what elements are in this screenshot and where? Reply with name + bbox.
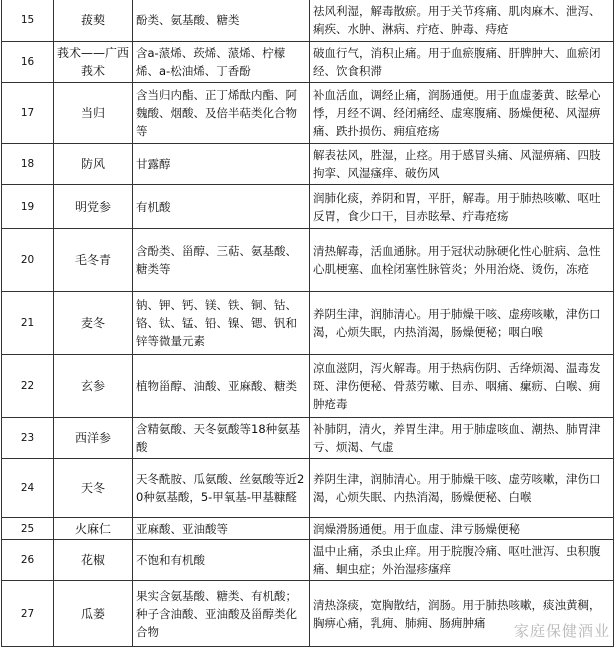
herb-uses: 祛风利湿，解毒散瘀。用于关节疼痛、肌肉麻木、泄泻、痢疾、水肿、淋病、疔疮、肿毒、痔疮: [310, 0, 614, 42]
herb-name: 天冬: [54, 459, 133, 518]
table-row: [2, 144, 614, 185]
herb-components: 酚类、氨基酸、糖类: [133, 0, 310, 42]
table-row: [2, 459, 614, 518]
herb-name: 毛冬青: [54, 229, 133, 292]
herb-components: 果实含氨基酸、糖类、有机酸；种子含油酸、亚油酸及甾醇类化合物: [133, 581, 310, 647]
row-number: 15: [2, 0, 54, 42]
row-number: 17: [2, 83, 54, 144]
herb-components: 甘露醇: [133, 144, 310, 185]
herb-name: 玄参: [54, 355, 133, 418]
watermark: 家庭保健酒业: [513, 622, 610, 640]
table-row: [2, 83, 614, 144]
herb-uses: 清热涤痰，宽胸散结，润肠。用于肺热咳嗽，痰浊黄稠，胸痹心痛，乳痈、肺痈、肠痈肿痛: [310, 581, 614, 647]
herb-name: 西洋参: [54, 418, 133, 459]
herb-table: [1, 0, 614, 647]
herb-uses: 润燥滑肠通便。用于血虚、津亏肠燥便秘: [310, 518, 614, 540]
herb-components: 含酚类、甾醇、三萜、氨基酸、糖类等: [133, 229, 310, 292]
herb-uses: 养阴生津，润肺清心。用于肺燥干咳、虚劳咳嗽，津伤口渴，心烦失眠、内热消渴，肠燥便秘、白喉: [310, 459, 614, 518]
herb-name: 明党参: [54, 185, 133, 229]
table-row: [2, 581, 614, 647]
herb-name: 菝葜: [54, 0, 133, 42]
herb-components: 含当归内酯、正丁烯酞内酯、阿魏酸、烟酸、及倍半萜类化合物等: [133, 83, 310, 144]
herb-components: 含精氨酸、天冬氨酸等18种氨基酸: [133, 418, 310, 459]
herb-uses: 凉血滋阴，泻火解毒。用于热病伤阴、舌绛烦渴、温毒发斑、津伤便秘、骨蒸劳嗽、目赤、咽痛、瘰疬、白喉、痈肿疮毒: [310, 355, 614, 418]
row-number: 24: [2, 459, 54, 518]
herb-components: 有机酸: [133, 185, 310, 229]
herb-components: 含a-蒎烯、莰烯、蒎烯、柠檬烯、a-松油烯、丁香酚: [133, 42, 310, 83]
herb-name: 花椒: [54, 540, 133, 581]
table-row: [2, 540, 614, 581]
herb-name: 瓜蒌: [54, 581, 133, 647]
row-number: 25: [2, 518, 54, 540]
table-row: [2, 185, 614, 229]
row-number: 27: [2, 581, 54, 647]
table-row: [2, 229, 614, 292]
row-number: 21: [2, 292, 54, 355]
row-number: 22: [2, 355, 54, 418]
table-row: [2, 518, 614, 540]
herb-uses: 解表祛风，胜湿，止痉。用于感冒头痛、风湿痹痛、四肢拘挛、风湿瘙痒、破伤风: [310, 144, 614, 185]
table-row: [2, 355, 614, 418]
row-number: 23: [2, 418, 54, 459]
herb-components: 亚麻酸、亚油酸等: [133, 518, 310, 540]
herb-name: 防风: [54, 144, 133, 185]
herb-name: 莪术——广西莪术: [54, 42, 133, 83]
herb-uses: 养阴生津，润肺清心。用于肺燥干咳、虚痨咳嗽，津伤口渴，心烦失眠，内热消渴，肠燥便秘；咽白喉: [310, 292, 614, 355]
herb-uses: 补肺阴，清火，养胃生津。用于肺虚咳血、潮热、肺胃津亏、烦渴、气虚: [310, 418, 614, 459]
row-number: 18: [2, 144, 54, 185]
herb-components: 天冬酰胺、瓜氨酸、丝氨酸等近20种氨基酸，5-甲氧基-甲基糠醛: [133, 459, 310, 518]
row-number: 26: [2, 540, 54, 581]
herb-uses: 润肺化痰，养阴和胃，平肝，解毒。用于肺热咳嗽、呕吐反胃，食少口干，目赤眩晕、疔毒疮疡: [310, 185, 614, 229]
herb-name: 当归: [54, 83, 133, 144]
table-row: [2, 418, 614, 459]
herb-uses: 破血行气，消积止痛。用于血瘀腹痛、肝脾肿大、血瘀闭经、饮食积滞: [310, 42, 614, 83]
herb-components: 钠、钾、钙、镁、铁、铜、钴、铬、钛、锰、铅、镍、锶、钒和锌等微量元素: [133, 292, 310, 355]
herb-components: 不饱和有机酸: [133, 540, 310, 581]
herb-uses: 温中止痛，杀虫止痒。用于脘腹冷痛、呕吐泄泻、虫积腹痛、蛔虫症；外治湿疹瘙痒: [310, 540, 614, 581]
herb-uses: 清热解毒，活血通脉。用于冠状动脉硬化性心脏病、急性心肌梗塞、血栓闭塞性脉管炎；外用治烧、烫伤，冻疮: [310, 229, 614, 292]
row-number: 19: [2, 185, 54, 229]
row-number: 20: [2, 229, 54, 292]
herb-name: 火麻仁: [54, 518, 133, 540]
herb-uses: 补血活血，调经止痛，润肠通便。用于血虚萎黄、眩晕心悸，月经不调、经闭痛经、虚寒腹痛、肠燥便秘、风湿痹痛、跌扑损伤、痈疽疮疡: [310, 83, 614, 144]
table-row: [2, 0, 614, 42]
table-row: [2, 292, 614, 355]
herb-components: 植物甾醇、油酸、亚麻酸、糖类: [133, 355, 310, 418]
table-row: [2, 42, 614, 83]
herb-name: 麦冬: [54, 292, 133, 355]
row-number: 16: [2, 42, 54, 83]
